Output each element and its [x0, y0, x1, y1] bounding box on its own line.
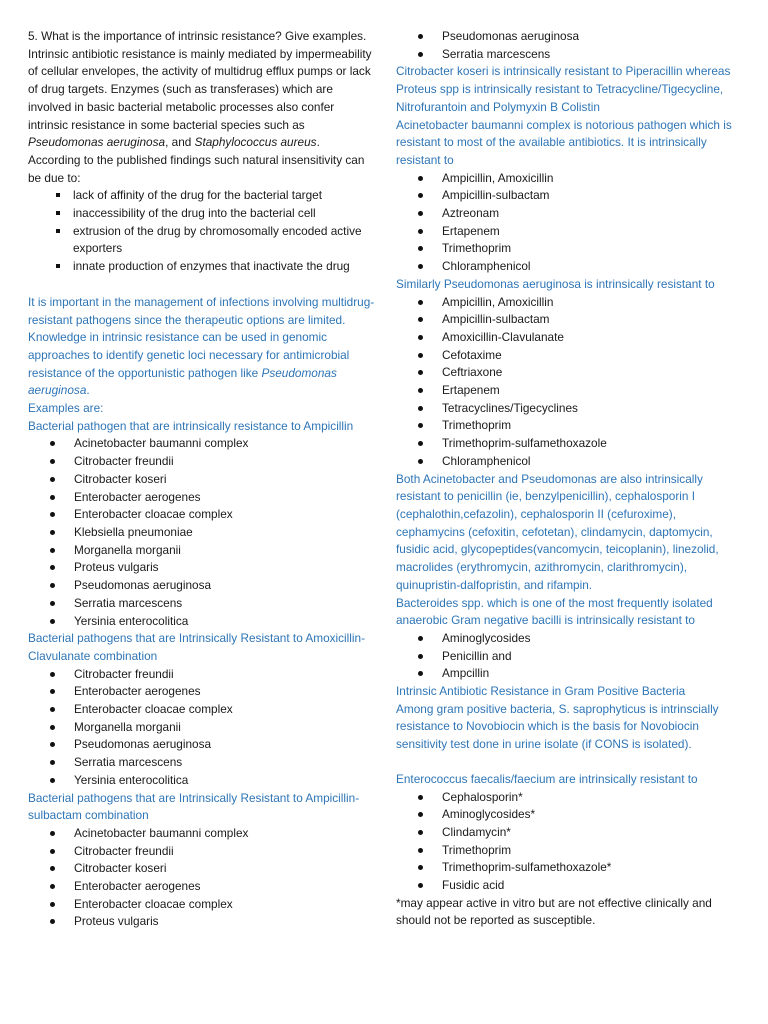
list-item: Yersinia enterocolitica [28, 772, 376, 790]
saprophyticus-paragraph: Among gram positive bacteria, S. saprophyticus is intrinscially resistance to Novobiocin which is the basis for Novobiocin sensitivity test done in urine isolate (if CONS is isolated). [396, 701, 719, 752]
acinetobacter-paragraph: Acinetobacter baumanni complex is notorious pathogen which is resistant to most of the available antibiotics. It is intrinsically resistant to [396, 117, 732, 167]
question-heading: 5. What is the importance of intrinsic resistance? Give examples. [28, 29, 367, 43]
continued-list [396, 28, 744, 63]
list-item: Ampicillin, Amoxicillin [396, 170, 744, 188]
list-item: inaccessibility of the drug into the bacterial cell [28, 205, 376, 223]
list-item: Citrobacter koseri [28, 860, 376, 878]
list-item: Fusidic acid [396, 877, 744, 895]
list-item: Enterobacter aerogenes [28, 683, 376, 701]
list-item: Pseudomonas aeruginosa [396, 28, 744, 46]
left-column [28, 28, 376, 931]
acinetobacter-list [396, 170, 744, 276]
pseudomonas-list [396, 294, 744, 471]
list-item: Enterobacter cloacae complex [28, 506, 376, 524]
ampsulb-heading: Bacterial pathogens that are Intrinsically Resistant to Ampicillin-sulbactam combination [28, 790, 360, 823]
list-item: Aminoglycosides* [396, 806, 744, 824]
list-item: Pseudomonas aeruginosa [28, 577, 376, 595]
importance-paragraph: It is important in the management of infections involving multidrug-resistant pathogens since the therapeutic options are limited. Knowledge in intrinsic resistance can be used in genomic approaches to identify genetic loci necessary for antimicrobial resistance of the opportunistic pathogen like Pseudomonas aeruginosa. [28, 294, 375, 398]
list-item: Trimethoprim [396, 417, 744, 435]
ampicillin-list [28, 435, 376, 630]
list-item: Enterobacter aerogenes [28, 489, 376, 507]
footnote: *may appear active in vitro but are not effective clinically and should not be reported as susceptible. [396, 895, 712, 928]
list-item: Ceftriaxone [396, 364, 744, 382]
examples-label: Examples are: [28, 401, 104, 416]
list-item: Acinetobacter baumanni complex [28, 825, 376, 843]
findings-list [28, 187, 376, 276]
enterococcus-paragraph: Enterococcus faecalis/faecium are intrinsically resistant to [396, 771, 698, 786]
bacteroides-paragraph: Bacteroides spp. which is one of the most frequently isolated anaerobic Gram negative bacilli is intrinsically resistant to [396, 595, 713, 628]
list-item: Enterobacter cloacae complex [28, 701, 376, 719]
list-item: Serratia marcescens [396, 46, 744, 64]
list-item: Enterobacter cloacae complex [28, 896, 376, 914]
list-item: innate production of enzymes that inactivate the drug [28, 258, 376, 276]
list-item: Citrobacter koseri [28, 471, 376, 489]
amoxclav-heading: Bacterial pathogens that are Intrinsically Resistant to Amoxicillin-Clavulanate combination [28, 631, 366, 663]
list-item: Enterobacter aerogenes [28, 878, 376, 896]
intro-paragraph: Intrinsic antibiotic resistance is mainly mediated by impermeability of cellular envelopes, the activity of multidrug efflux pumps or lack of drug targets. Enzymes (such as transferases) which are involved in basic bacterial metabolic processes also confer intrinsic resistance in some bacterial species such as Pseudomonas aeruginosa, and Staphylococcus aureus. [28, 46, 372, 150]
list-item: Citrobacter freundii [28, 666, 376, 684]
right-column [396, 28, 744, 930]
list-item: extrusion of the drug by chromosomally encoded active exporters [28, 223, 376, 258]
list-item: Pseudomonas aeruginosa [28, 736, 376, 754]
list-item: Serratia marcescens [28, 595, 376, 613]
list-item: Citrobacter freundii [28, 453, 376, 471]
findings-intro: According to the published findings such natural insensitivity can be due to: [28, 152, 365, 185]
list-item: Trimethoprim [396, 240, 744, 258]
list-item: Chloramphenicol [396, 453, 744, 471]
list-item: Trimethoprim-sulfamethoxazole [396, 435, 744, 453]
list-item: Proteus vulgaris [28, 913, 376, 931]
list-item: Morganella morganii [28, 719, 376, 737]
list-item: Serratia marcescens [28, 754, 376, 772]
amoxclav-list [28, 666, 376, 790]
list-item: Aminoglycosides [396, 630, 744, 648]
list-item: lack of affinity of the drug for the bacterial target [28, 187, 376, 205]
list-item: Acinetobacter baumanni complex [28, 435, 376, 453]
list-item: Trimethoprim-sulfamethoxazole* [396, 859, 744, 877]
citrobacter-paragraph: Citrobacter koseri is intrinsically resistant to Piperacillin whereas Proteus spp is intrinsically resistant to Tetracycline/Tigecycline, Nitrofurantoin and Polymyxin B Colistin [396, 64, 731, 114]
list-item: Tetracyclines/Tigecyclines [396, 400, 744, 418]
list-item: Yersinia enterocolitica [28, 613, 376, 631]
list-item: Morganella morganii [28, 542, 376, 560]
both-paragraph: Both Acinetobacter and Pseudomonas are also intrinsically resistant to penicillin (ie, benzylpenicillin), cephalosporin I (cephalothin,cefazolin), cephalosporin II (cefuroxime), cephamycins (cefoxitin, cefotetan), clindamycin, daptomycin, fusidic acid, glycopeptides(vancomycin, teicoplanin), linezolid, macrolides (erythromycin, azithromycin, clarithromycin), quinupristin-dalfopristin, and rifampin. [396, 471, 719, 592]
ampsulb-list [28, 825, 376, 931]
list-item: Clindamycin* [396, 824, 744, 842]
list-item: Amoxicillin-Clavulanate [396, 329, 744, 347]
list-item: Ertapenem [396, 382, 744, 400]
list-item: Ampicillin-sulbactam [396, 187, 744, 205]
list-item: Ampicillin, Amoxicillin [396, 294, 744, 312]
list-item: Aztreonam [396, 205, 744, 223]
gram-positive-heading: Intrinsic Antibiotic Resistance in Gram Positive Bacteria [396, 684, 686, 699]
pseudomonas-paragraph: Similarly Pseudomonas aeruginosa is intrinsically resistant to [396, 276, 715, 291]
list-item: Ertapenem [396, 223, 744, 241]
list-item: Cephalosporin* [396, 789, 744, 807]
list-item: Klebsiella pneumoniae [28, 524, 376, 542]
list-item: Cefotaxime [396, 347, 744, 365]
list-item: Ampicillin-sulbactam [396, 311, 744, 329]
list-item: Citrobacter freundii [28, 843, 376, 861]
list-item: Trimethoprim [396, 842, 744, 860]
bacteroides-list [396, 630, 744, 683]
enterococcus-list [396, 789, 744, 895]
list-item: Chloramphenicol [396, 258, 744, 276]
list-item: Ampcillin [396, 665, 744, 683]
list-item: Penicillin and [396, 648, 744, 666]
ampicillin-heading: Bacterial pathogen that are intrinsically resistance to Ampicillin [28, 418, 354, 433]
list-item: Proteus vulgaris [28, 559, 376, 577]
